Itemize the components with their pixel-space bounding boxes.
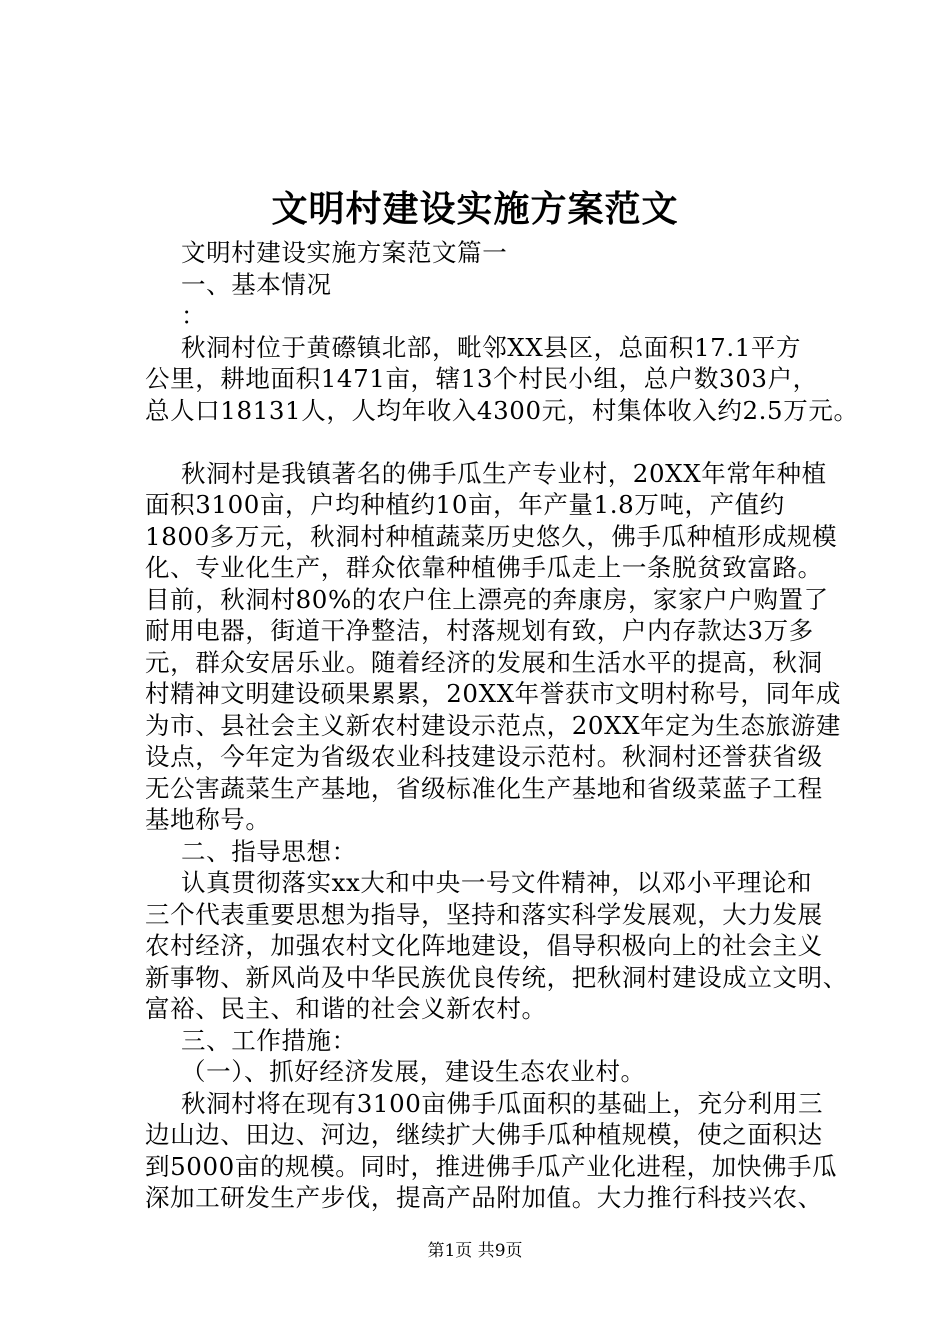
text-line: 三个代表重要思想为指导，坚持和落实科学发展观，大力发展 <box>145 899 823 929</box>
text-line: 边山边、田边、河边，继续扩大佛手瓜种植规模，使之面积达 <box>145 1120 823 1149</box>
subheading-economy: （一）、抓好经济发展，建设生态农业村。 <box>181 1057 646 1086</box>
document-title: 文明村建设实施方案范文 <box>271 188 679 230</box>
text-line: ： <box>181 301 207 330</box>
text-line: 秋洞村是我镇著名的佛手瓜生产专业村，20XX年常年种植 <box>181 458 827 488</box>
text-line: 秋洞村位于黄礤镇北部，毗邻XX县区，总面积17.1平方 <box>181 332 802 362</box>
text-line: 元，群众安居乐业。随着经济的发展和生活水平的提高，秋洞 <box>145 647 823 677</box>
text-line: 总人口18131人，人均年收入4300元，村集体收入约2.5万元。 <box>145 395 859 425</box>
page-number-footer: 第1页 共9页 <box>427 1241 523 1261</box>
text-line: 村精神文明建设硕果累累，20XX年誉获市文明村称号，同年成 <box>145 679 841 708</box>
heading-basic-info: 一、基本情况 <box>181 269 332 299</box>
text-line: 化、专业化生产，群众依靠种植佛手瓜走上一条脱贫致富路。 <box>145 553 823 582</box>
text-line: 富裕、民主、和谐的社会义新农村。 <box>145 994 547 1023</box>
text-line: 农村经济，加强农村文化阵地建设，倡导积极向上的社会主义 <box>145 931 823 960</box>
text-line: 为市、县社会主义新农村建设示范点，20XX年定为生态旅游建 <box>145 710 841 740</box>
text-line: 深加工研发生产步伐，提高产品附加值。大力推行科技兴农、 <box>145 1183 823 1212</box>
section-subtitle: 文明村建设实施方案范文篇一 <box>181 238 508 267</box>
text-line: 秋洞村将在现有3100亩佛手瓜面积的基础上，充分利用三 <box>181 1088 824 1118</box>
heading-work-measures: 三、工作措施： <box>181 1025 357 1055</box>
document-body <box>145 237 859 1214</box>
text-line: 无公害蔬菜生产基地，省级标准化生产基地和省级菜蓝子工程 <box>145 773 823 803</box>
text-line: 目前，秋洞村80%的农户住上漂亮的奔康房，家家户户购置了 <box>145 584 829 614</box>
text-line: 1800多万元，秋洞村种植蔬菜历史悠久，佛手瓜种植形成规模 <box>145 521 838 551</box>
text-line: 设点，今年定为省级农业科技建设示范村。秋洞村还誉获省级 <box>145 742 823 771</box>
text-line: 认真贯彻落实xx大和中央一号文件精神，以邓小平理论和 <box>181 868 813 897</box>
text-line: 耐用电器，街道干净整洁，村落规划有致，户内存款达3万多 <box>145 616 814 645</box>
text-line: 到5000亩的规模。同时，推进佛手瓜产业化进程，加快佛手瓜 <box>145 1151 838 1181</box>
text-line: 新事物、新风尚及中华民族优良传统，把秋洞村建设成立文明、 <box>145 962 848 992</box>
paragraph-gap <box>145 426 845 458</box>
text-line: 公里，耕地面积1471亩，辖13个村民小组，总户数303户， <box>145 364 818 393</box>
text-line: 基地称号。 <box>145 805 271 834</box>
heading-guiding-ideology: 二、指导思想： <box>181 836 357 866</box>
text-line: 面积3100亩，户均种植约10亩，年产量1.8万吨，产值约 <box>145 490 785 519</box>
